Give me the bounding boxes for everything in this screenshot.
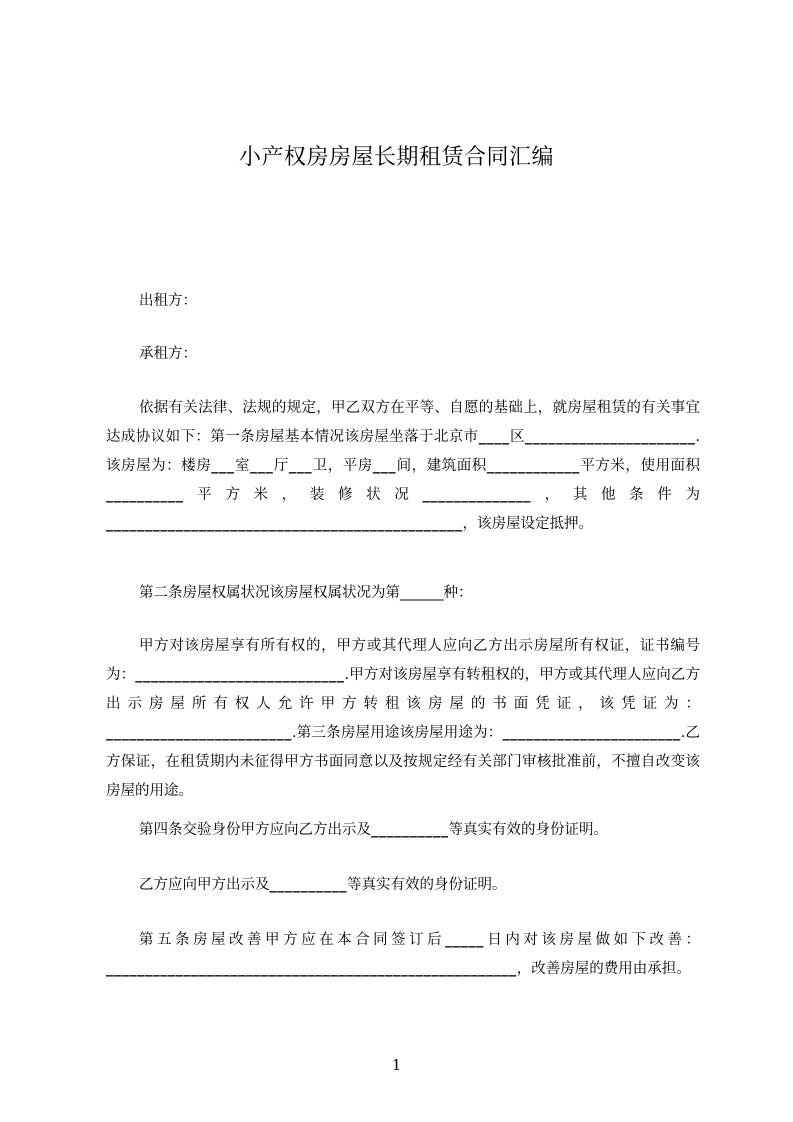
page-number: 1	[391, 1056, 402, 1074]
text: 第五条房屋改善甲方应在本合同签订后	[139, 932, 446, 948]
article-1-paragraph	[106, 394, 700, 539]
text: .该房屋为：楼房	[106, 429, 701, 474]
text: 室	[234, 458, 251, 474]
text: ，该房屋设定抵押。	[462, 516, 593, 532]
usage-blank: _______________________	[502, 725, 681, 741]
text: 卫，平房	[312, 458, 373, 474]
lessee-id-paragraph	[106, 871, 700, 900]
other-conditions-blank: ______________________________________________	[106, 516, 463, 532]
text: .甲方对该房屋享有转租权的，甲方或其代理人应向乙方出示房屋所有权人允许甲方转租该房屋的书面凭证，该凭证为：	[106, 667, 701, 712]
lessee-id-blank: __________	[269, 877, 347, 893]
text: 间，建筑面积	[396, 458, 487, 474]
lessor-label: 出租方：	[139, 293, 197, 309]
article-5-paragraph	[106, 926, 700, 984]
text: 日内对该房屋做如下改善：	[483, 932, 701, 948]
voucher-blank: ________________________	[106, 725, 292, 741]
lessee-label: 承租方：	[139, 346, 197, 362]
hall-blank: ___	[250, 458, 274, 474]
text: 等真实有效的身份证明。	[448, 822, 608, 838]
text: 依据有关法律、法规的规定，甲乙双方在平等、自愿的基础上，就房屋租赁的有关事宜达成协议如下：第一条房屋基本情况该房屋坐落于北京市	[106, 400, 700, 445]
lessor-id-blank: __________	[371, 822, 449, 838]
usable-area-blank: __________	[106, 487, 184, 503]
address-blank: ______________________	[524, 429, 696, 445]
improvement-blank: _____________________________________________________	[106, 961, 517, 977]
text: 甲方对该房屋享有所有权的，甲方或其代理人应向乙方出示房屋所有权证，证书编号为：	[106, 638, 700, 683]
type-blank: ______	[400, 585, 444, 601]
text: 第四条交验身份甲方应向乙方出示及	[139, 822, 371, 838]
document-title: 小产权房房屋长期租赁合同汇编	[238, 145, 554, 170]
text: 平方米，使用面积	[579, 458, 701, 474]
text: 种：	[443, 585, 473, 601]
building-area-blank: ____________	[486, 458, 580, 474]
article-2-paragraph	[106, 579, 700, 608]
bath-blank: ___	[288, 458, 313, 474]
text: 平方米，装修状况	[183, 487, 423, 503]
decoration-blank: ______________	[422, 487, 531, 503]
text: 区	[509, 429, 525, 445]
certificate-number-blank: ___________________________	[135, 667, 345, 683]
text: ，改善房屋的费用由承担。	[516, 961, 691, 977]
bungalow-blank: ___	[372, 458, 397, 474]
text: 乙方应向甲方出示及	[139, 877, 270, 893]
text: .第三条房屋用途该房屋用途为：	[292, 725, 503, 741]
text: 厅	[273, 458, 289, 474]
article-4-paragraph	[106, 816, 700, 845]
district-blank: ____	[478, 429, 510, 445]
text: 第二条房屋权属状况该房屋权属状况为第	[139, 585, 400, 601]
text: .乙方保证，在租赁期内未征得甲方书面同意以及按规定经有关部门审核批准前，不擅自改变该房屋的用途。	[106, 725, 701, 799]
room-blank: ___	[211, 458, 235, 474]
text: ，其他条件为	[531, 487, 700, 503]
text: 等真实有效的身份证明。	[347, 877, 507, 893]
article-3-paragraph	[106, 632, 700, 806]
days-blank: _____	[445, 932, 484, 948]
